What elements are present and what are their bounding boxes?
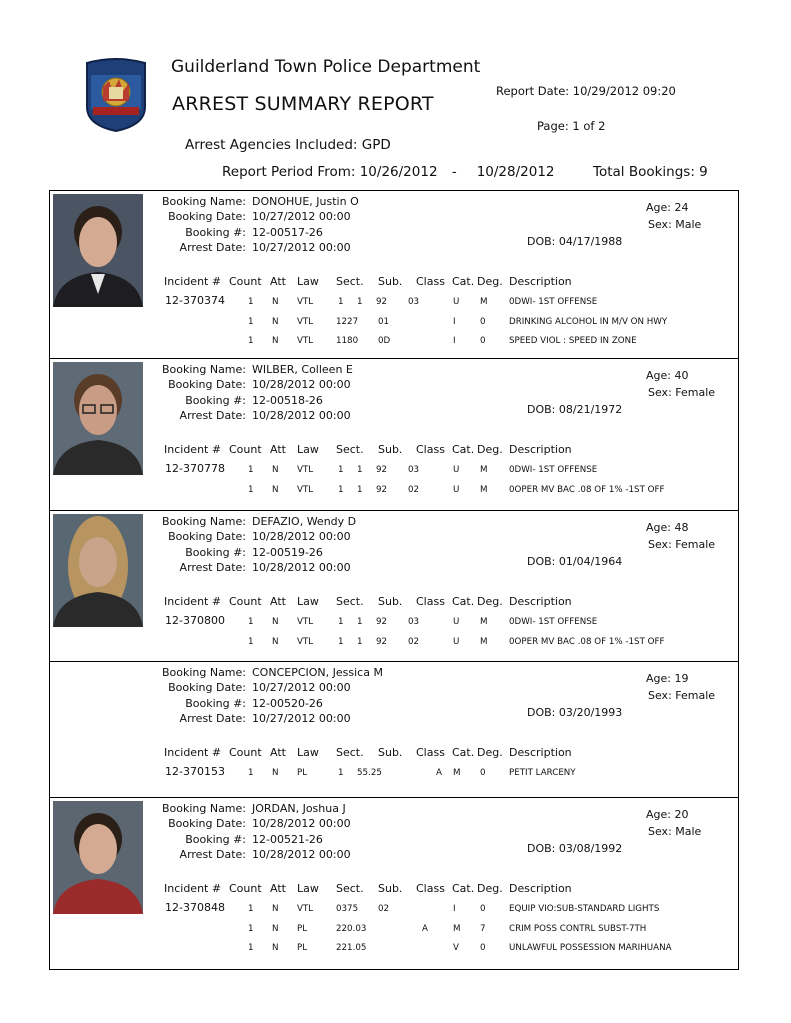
- arrest-date-label: Arrest Date:: [179, 712, 246, 725]
- charge-att: N: [272, 316, 279, 327]
- charge-class: 92: [376, 617, 388, 627]
- report-period-to: 10/28/2012: [476, 164, 555, 180]
- charge-description: SPEED VIOL : SPEED IN ZONE: [509, 336, 637, 346]
- charge-deg: 0: [480, 904, 486, 914]
- booking-photo: [53, 194, 143, 307]
- booking-number: 12-00521-26: [252, 833, 323, 846]
- col-incident: Incident #: [164, 882, 222, 895]
- charge-sect: 220.03: [336, 923, 367, 934]
- arrest-date-label: Arrest Date:: [179, 241, 246, 254]
- charge-extra: 03: [408, 465, 420, 475]
- charge-sub: 1: [357, 617, 363, 627]
- booking-number: 12-00520-26: [252, 697, 323, 710]
- sex-value: Sex: Male: [648, 218, 702, 231]
- col-count: Count: [229, 882, 262, 895]
- booking-number-label: Booking #:: [185, 394, 246, 407]
- charge-description: CRIM POSS CONTRL SUBST-7TH: [509, 923, 647, 934]
- charge-description: 0DWI- 1ST OFFENSE: [509, 617, 598, 627]
- charge-cat: M: [453, 768, 461, 778]
- charge-sub: 1: [357, 636, 363, 647]
- col-att: Att: [270, 595, 286, 608]
- charge-count: 1: [248, 316, 254, 327]
- charge-extra: 02: [408, 484, 420, 495]
- charge-sect: 1227: [336, 316, 359, 327]
- col-count: Count: [229, 746, 262, 759]
- booking-date: 10/27/2012 00:00: [252, 210, 351, 223]
- col-class: Class: [416, 443, 445, 456]
- charge-extra: 03: [408, 297, 420, 307]
- charge-att: N: [272, 484, 279, 495]
- charge-class: 92: [376, 297, 388, 307]
- col-law: Law: [297, 443, 319, 456]
- charge-law: VTL: [297, 297, 314, 307]
- page-indicator: Page: 1 of 2: [537, 119, 606, 133]
- charge-att: N: [272, 636, 279, 647]
- arrest-record: [50, 511, 738, 662]
- booking-photo: [53, 801, 143, 914]
- booking-name-label: Booking Name:: [161, 515, 246, 528]
- booking-number-label: Booking #:: [185, 546, 246, 559]
- charge-law: PL: [297, 943, 308, 953]
- col-incident: Incident #: [164, 275, 222, 288]
- col-att: Att: [270, 746, 286, 759]
- arrest-agencies: Arrest Agencies Included: GPD: [185, 137, 391, 153]
- col-cat: Cat.: [452, 275, 475, 288]
- charge-description: PETIT LARCENY: [509, 768, 576, 778]
- col-deg: Deg.: [477, 275, 503, 288]
- col-desc: Description: [509, 595, 572, 608]
- total-bookings: Total Bookings: 9: [593, 164, 708, 180]
- charge-deg: 0: [480, 943, 486, 953]
- charge-class: 92: [376, 484, 388, 495]
- charge-law: VTL: [297, 904, 314, 914]
- booking-name: WILBER, Colleen E: [252, 363, 353, 376]
- charge-count: 1: [248, 465, 254, 475]
- report-period-sep: -: [451, 164, 457, 180]
- booking-date-label: Booking Date:: [168, 817, 246, 830]
- col-class: Class: [416, 275, 445, 288]
- booking-date: 10/28/2012 00:00: [252, 378, 351, 391]
- age-value: Age: 24: [646, 201, 689, 214]
- charge-cat: U: [453, 465, 460, 475]
- charge-deg: 0: [480, 336, 486, 346]
- charge-sect: 0375: [336, 904, 359, 914]
- col-law: Law: [297, 746, 319, 759]
- report-title: ARREST SUMMARY REPORT: [172, 93, 434, 115]
- booking-photo: [53, 362, 143, 475]
- charge-sect: 1180: [336, 336, 359, 346]
- charge-deg: 7: [480, 923, 486, 934]
- col-sect: Sect.: [336, 443, 364, 456]
- incident-number: 12-370374: [165, 294, 225, 307]
- charge-deg: 0: [480, 768, 486, 778]
- col-sub: Sub.: [378, 595, 403, 608]
- arrest-date: 10/28/2012 00:00: [252, 561, 351, 574]
- col-law: Law: [297, 275, 319, 288]
- report-period-label: Report Period From:: [222, 164, 360, 180]
- col-sect: Sect.: [336, 882, 364, 895]
- charge-deg: M: [480, 297, 488, 307]
- col-incident: Incident #: [164, 746, 222, 759]
- charge-description: 0OPER MV BAC .08 OF 1% -1ST OFF: [509, 484, 665, 495]
- charge-extra: A: [436, 768, 442, 778]
- sex-value: Sex: Male: [648, 825, 702, 838]
- col-sect: Sect.: [336, 595, 364, 608]
- col-sub: Sub.: [378, 443, 403, 456]
- dob-value: DOB: 08/21/1972: [527, 403, 623, 416]
- charge-description: DRINKING ALCOHOL IN M/V ON HWY: [509, 316, 668, 327]
- col-law: Law: [297, 595, 319, 608]
- arrest-date: 10/27/2012 00:00: [252, 241, 351, 254]
- booking-name: JORDAN, Joshua J: [252, 802, 346, 815]
- booking-number-label: Booking #:: [185, 833, 246, 846]
- col-class: Class: [416, 595, 445, 608]
- charge-law: VTL: [297, 484, 314, 495]
- arrest-date: 10/28/2012 00:00: [252, 848, 351, 861]
- charge-cat: I: [453, 904, 456, 914]
- arrest-date: 10/27/2012 00:00: [252, 712, 351, 725]
- arrest-date: 10/28/2012 00:00: [252, 409, 351, 422]
- booking-name: DEFAZIO, Wendy D: [252, 515, 357, 528]
- charge-sub: 0D: [378, 336, 391, 346]
- charge-cat: U: [453, 617, 460, 627]
- col-count: Count: [229, 275, 262, 288]
- arrest-record: [50, 798, 738, 969]
- charge-class: 92: [376, 465, 388, 475]
- arrest-date-label: Arrest Date:: [179, 409, 246, 422]
- booking-number-label: Booking #:: [185, 697, 246, 710]
- charge-cat: I: [453, 336, 456, 346]
- booking-date: 10/27/2012 00:00: [252, 681, 351, 694]
- booking-name-label: Booking Name:: [161, 195, 246, 208]
- col-sub: Sub.: [378, 882, 403, 895]
- charge-sub: 55.25: [357, 768, 382, 778]
- col-sect: Sect.: [336, 275, 364, 288]
- age-value: Age: 48: [646, 521, 689, 534]
- booking-name-label: Booking Name:: [161, 802, 246, 815]
- sex-value: Sex: Female: [648, 689, 716, 702]
- charge-extra: 03: [408, 617, 420, 627]
- charge-cat: M: [453, 923, 461, 934]
- charge-sub: 1: [357, 297, 363, 307]
- charge-att: N: [272, 943, 279, 953]
- col-deg: Deg.: [477, 746, 503, 759]
- charge-count: 1: [248, 336, 254, 346]
- charge-cat: I: [453, 316, 456, 327]
- age-value: Age: 40: [646, 369, 689, 382]
- charge-sub: 1: [357, 484, 363, 495]
- charge-att: N: [272, 617, 279, 627]
- charge-deg: M: [480, 617, 488, 627]
- arrest-record: [50, 191, 738, 359]
- charge-description: 0OPER MV BAC .08 OF 1% -1ST OFF: [509, 636, 665, 647]
- booking-number: 12-00519-26: [252, 546, 323, 559]
- charge-description: 0DWI- 1ST OFFENSE: [509, 297, 598, 307]
- department-name: Guilderland Town Police Department: [171, 57, 481, 77]
- col-deg: Deg.: [477, 595, 503, 608]
- charge-att: N: [272, 297, 279, 307]
- col-sub: Sub.: [378, 746, 403, 759]
- charge-count: 1: [248, 484, 254, 495]
- booking-date: 10/28/2012 00:00: [252, 530, 351, 543]
- booking-date-label: Booking Date:: [168, 378, 246, 391]
- booking-name-label: Booking Name:: [161, 666, 246, 679]
- charge-law: VTL: [297, 636, 314, 647]
- dob-value: DOB: 03/08/1992: [527, 842, 623, 855]
- col-count: Count: [229, 595, 262, 608]
- charge-description: UNLAWFUL POSSESSION MARIHUANA: [509, 943, 672, 953]
- charge-deg: M: [480, 636, 488, 647]
- col-class: Class: [416, 882, 445, 895]
- charge-count: 1: [248, 943, 254, 953]
- booking-name: CONCEPCION, Jessica M: [252, 666, 383, 679]
- arrest-date-label: Arrest Date:: [179, 848, 246, 861]
- col-count: Count: [229, 443, 262, 456]
- charge-count: 1: [248, 768, 254, 778]
- sex-value: Sex: Female: [648, 386, 716, 399]
- incident-number: 12-370848: [165, 901, 225, 914]
- col-att: Att: [270, 275, 286, 288]
- charge-sect: 221.05: [336, 943, 367, 953]
- age-value: Age: 19: [646, 672, 689, 685]
- charge-cat: U: [453, 484, 460, 495]
- col-incident: Incident #: [164, 595, 222, 608]
- charge-deg: M: [480, 465, 488, 475]
- charge-cat: U: [453, 636, 460, 647]
- police-badge-logo: [83, 57, 149, 132]
- charge-class: A: [422, 923, 428, 934]
- charge-sub: 1: [357, 465, 363, 475]
- col-cat: Cat.: [452, 595, 475, 608]
- col-deg: Deg.: [477, 882, 503, 895]
- col-class: Class: [416, 746, 445, 759]
- col-att: Att: [270, 882, 286, 895]
- age-value: Age: 20: [646, 808, 689, 821]
- col-cat: Cat.: [452, 443, 475, 456]
- charge-sect: 1: [338, 297, 344, 307]
- charge-sect: 1: [338, 465, 344, 475]
- booking-photo: [53, 514, 143, 627]
- booking-date-label: Booking Date:: [168, 210, 246, 223]
- sex-value: Sex: Female: [648, 538, 716, 551]
- booking-date-label: Booking Date:: [168, 530, 246, 543]
- dob-value: DOB: 01/04/1964: [527, 555, 623, 568]
- charge-sect: 1: [338, 484, 344, 495]
- arrest-record: [50, 359, 738, 511]
- booking-date: 10/28/2012 00:00: [252, 817, 351, 830]
- charge-law: VTL: [297, 336, 314, 346]
- incident-number: 12-370778: [165, 462, 225, 475]
- booking-number: 12-00518-26: [252, 394, 323, 407]
- charge-description: EQUIP VIO:SUB-STANDARD LIGHTS: [509, 904, 660, 914]
- charge-law: VTL: [297, 617, 314, 627]
- col-sub: Sub.: [378, 275, 403, 288]
- charge-att: N: [272, 923, 279, 934]
- charge-deg: 0: [480, 316, 486, 327]
- report-period-from: 10/26/2012: [359, 164, 438, 180]
- booking-number: 12-00517-26: [252, 226, 323, 239]
- charge-att: N: [272, 465, 279, 475]
- charge-sect: 1: [338, 617, 344, 627]
- col-desc: Description: [509, 275, 572, 288]
- charge-att: N: [272, 336, 279, 346]
- col-desc: Description: [509, 746, 572, 759]
- col-sect: Sect.: [336, 746, 364, 759]
- col-incident: Incident #: [164, 443, 222, 456]
- charge-sub: 01: [378, 316, 390, 327]
- charge-class: 92: [376, 636, 388, 647]
- charge-count: 1: [248, 904, 254, 914]
- col-desc: Description: [509, 443, 572, 456]
- charge-count: 1: [248, 636, 254, 647]
- charge-att: N: [272, 768, 279, 778]
- dob-value: DOB: 03/20/1993: [527, 706, 623, 719]
- booking-name-label: Booking Name:: [161, 363, 246, 376]
- col-att: Att: [270, 443, 286, 456]
- arrest-records: [49, 190, 739, 970]
- col-cat: Cat.: [452, 882, 475, 895]
- booking-name: DONOHUE, Justin O: [252, 195, 359, 208]
- charge-law: PL: [297, 923, 308, 934]
- charge-cat: U: [453, 297, 460, 307]
- charge-att: N: [272, 904, 279, 914]
- incident-number: 12-370153: [165, 765, 225, 778]
- col-law: Law: [297, 882, 319, 895]
- col-deg: Deg.: [477, 443, 503, 456]
- report-date: Report Date: 10/29/2012 09:20: [496, 84, 676, 98]
- charge-law: PL: [297, 768, 308, 778]
- charge-deg: M: [480, 484, 488, 495]
- booking-date-label: Booking Date:: [168, 681, 246, 694]
- arrest-record: [50, 662, 738, 798]
- incident-number: 12-370800: [165, 614, 225, 627]
- charge-sect: 1: [338, 768, 344, 778]
- booking-number-label: Booking #:: [185, 226, 246, 239]
- dob-value: DOB: 04/17/1988: [527, 235, 623, 248]
- arrest-date-label: Arrest Date:: [179, 561, 246, 574]
- col-cat: Cat.: [452, 746, 475, 759]
- charge-law: VTL: [297, 316, 314, 327]
- charge-description: 0DWI- 1ST OFFENSE: [509, 465, 598, 475]
- charge-count: 1: [248, 297, 254, 307]
- charge-sub: 02: [378, 904, 390, 914]
- charge-extra: 02: [408, 636, 420, 647]
- charge-cat: V: [453, 943, 459, 953]
- report-period: [222, 164, 555, 180]
- col-desc: Description: [509, 882, 572, 895]
- charge-count: 1: [248, 923, 254, 934]
- charge-law: VTL: [297, 465, 314, 475]
- charge-sect: 1: [338, 636, 344, 647]
- charge-count: 1: [248, 617, 254, 627]
